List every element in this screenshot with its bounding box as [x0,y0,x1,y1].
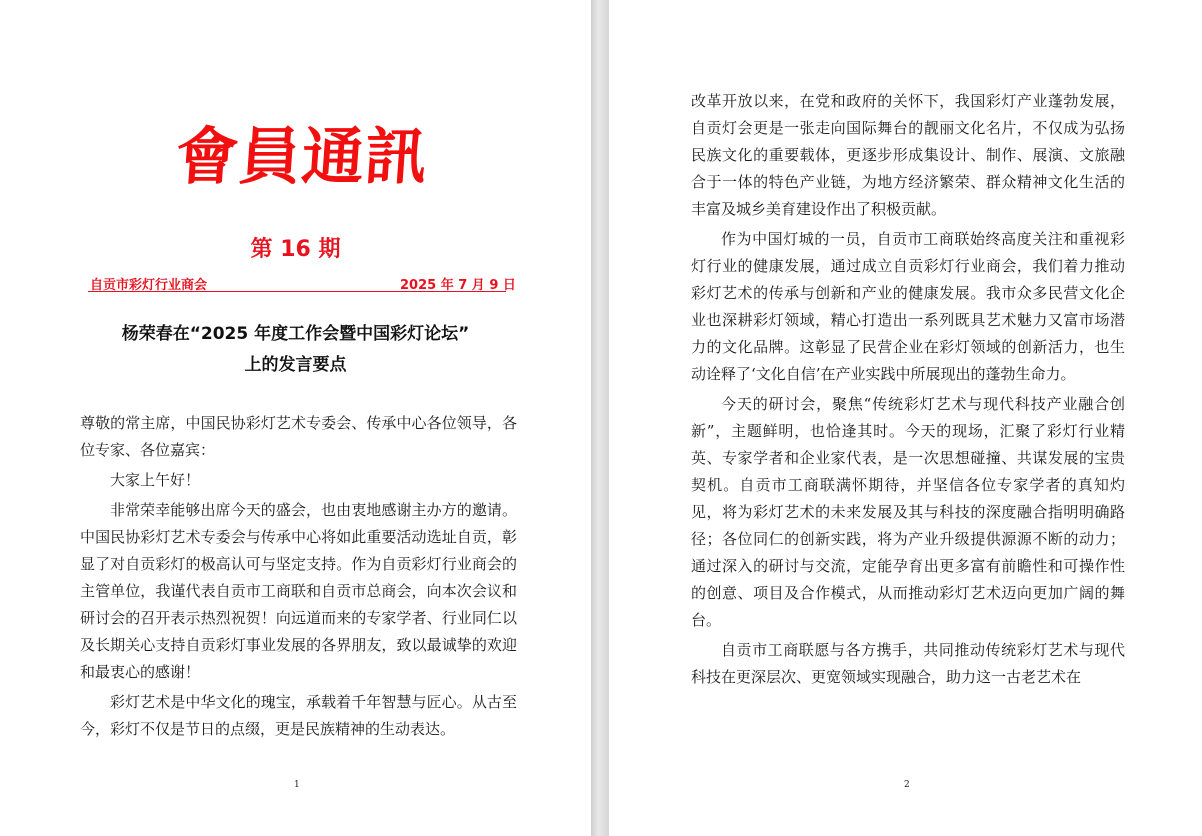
article-title-line-2: 上的发言要点 [244,355,347,375]
page-number: 1 [294,780,300,790]
greeting-paragraph: 大家上午好！ [110,471,201,489]
publisher-name: 自贡市彩灯行业商会 [90,278,208,293]
publication-date: 2025 年 7 月 9 日 [400,278,516,293]
page-gutter [591,0,609,836]
header-divider [88,291,506,292]
article-body-page-1 [80,410,517,746]
body-paragraph: 非常荣幸能够出席今天的盛会，也由衷地感谢主办方的邀请。中国民协彩灯艺术专委会与传承中心将如此重要活动选址自贡，彰显了对自贡彩灯的极高认可与坚定支持。作为自贡彩灯行业商会的主管单位，我谨代表自贡市工商联和自贡市总商会，向本次会议和研讨会的召开表示热烈祝贺！向远道而来的专家学者、行业同仁以及长期关心支持自贡彩灯事业发展的各界朋友，致以最诚挚的欢迎和最衷心的感谢！ [80,501,517,681]
body-paragraph: 自贡市工商联愿与各方携手，共同推动传统彩灯艺术与现代科技在更深层次、更宽领域实现融合，助力这一古老艺术在 [691,641,1125,686]
page-2 [609,0,1202,836]
article-title-line-1: 杨荣春在“2025 年度工作会暨中国彩灯论坛” [121,324,470,344]
body-paragraph: 改革开放以来，在党和政府的关怀下，我国彩灯产业蓬勃发展，自贡灯会更是一张走向国际舞台的靓丽文化名片，不仅成为弘扬民族文化的重要载体，更逐步形成集设计、制作、展演、文旅融合于一体的特色产业链，为地方经济繁荣、群众精神文化生活的丰富及城乡美育建设作出了积极贡献。 [691,92,1125,218]
body-paragraph: 今天的研讨会，聚焦“传统彩灯艺术与现代科技产业融合创新”，主题鲜明，也恰逢其时。今天的现场，汇聚了彩灯行业精英、专家学者和企业家代表，是一次思想碰撞、共谋发展的宝贵契机。自贡市工商联满怀期待，并坚信各位专家学者的真知灼见，将为彩灯艺术的未来发展及其与科技的深度融合指明明确路径；各位同仁的创新实践，将为产业升级提供源源不断的动力；通过深入的研讨与交流，定能孕育出更多富有前瞻性和可操作性的创意、项目及合作模式，从而推动彩灯艺术迈向更加广阔的舞台。 [691,395,1125,629]
issue-number: 第 16 期 [250,237,341,262]
body-paragraph: 彩灯艺术是中华文化的瑰宝，承载着千年智慧与匠心。从古至今，彩灯不仅是节日的点缀，更是民族精神的生动表达。 [80,693,517,738]
page-1 [0,0,591,836]
body-paragraph: 作为中国灯城的一员，自贡市工商联始终高度关注和重视彩灯行业的健康发展，通过成立自贡彩灯行业商会，我们着力推动彩灯艺术的传承与创新和产业的健康发展。我市众多民营文化企业也深耕彩灯领域，精心打造出一系列既具艺术魅力又富市场潜力的文化品牌。这彰显了民营企业在彩灯领域的创新活力，也生动诠释了‘文化自信’在产业实践中所展现出的蓬勃生命力。 [691,230,1125,383]
page-number: 2 [904,780,910,790]
salutation-paragraph: 尊敬的常主席，中国民协彩灯艺术专委会、传承中心各位领导，各位专家、各位嘉宾： [80,414,517,459]
newsletter-masthead: 會員通訊 [173,120,431,193]
article-body-page-2 [691,88,1125,694]
